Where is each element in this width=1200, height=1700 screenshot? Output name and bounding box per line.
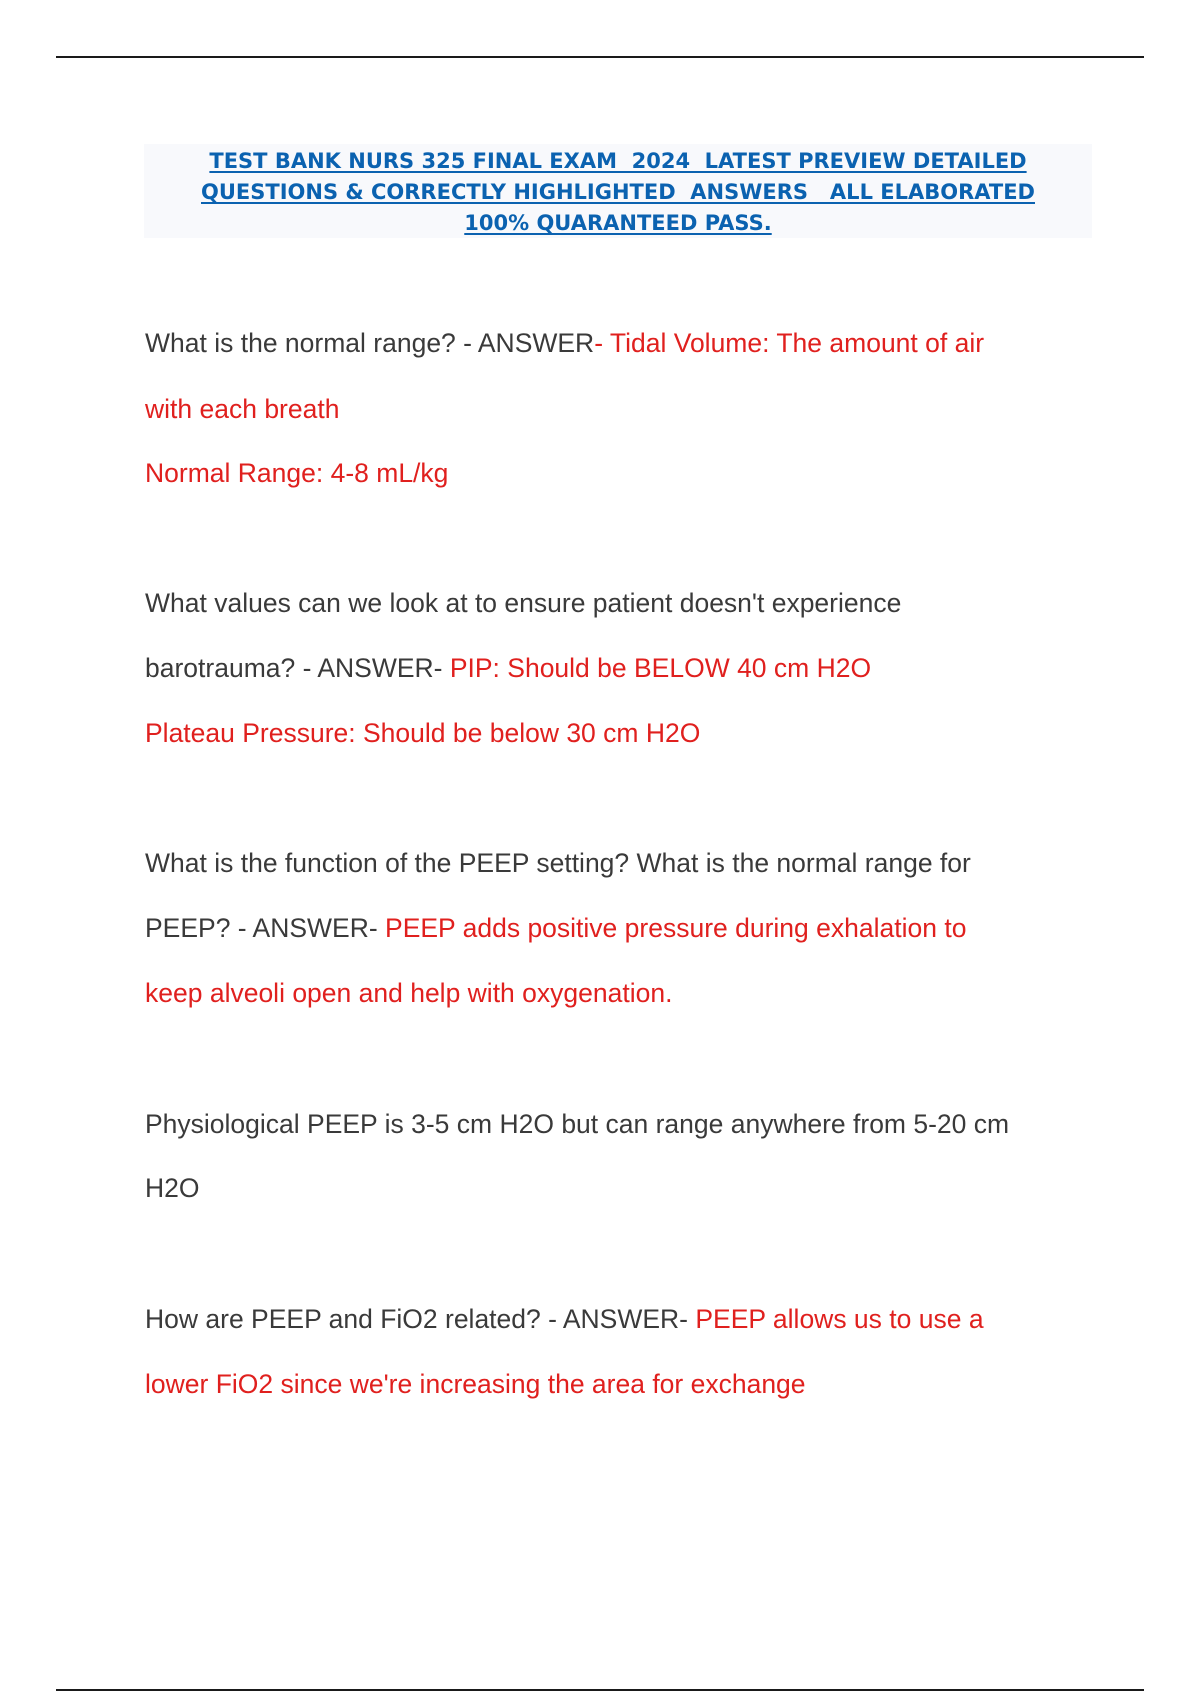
title-line-3: 100% QUARANTEED PASS. bbox=[464, 211, 772, 235]
text-line-3: Normal Range: 4-8 mL/kg bbox=[145, 458, 449, 488]
title-line-1: TEST BANK NURS 325 FINAL EXAM 2024 LATEST PREVIEW DETAILED bbox=[209, 149, 1027, 173]
bottom-rule bbox=[56, 1689, 1144, 1691]
text-line-7: What is the function of the PEEP setting? What is the normal range for bbox=[145, 848, 971, 878]
text-line-6: Plateau Pressure: Should be below 30 cm H2O bbox=[145, 718, 701, 748]
text-line-13: lower FiO2 since we're increasing the area for exchange bbox=[145, 1369, 806, 1399]
text-line-5: barotrauma? - ANSWER- PIP: Should be BELOW 40 cm H2O bbox=[145, 653, 872, 683]
document-title bbox=[144, 144, 1092, 238]
text-line-11: H2O bbox=[145, 1173, 200, 1203]
text-line-4: What values can we look at to ensure patient doesn't experience bbox=[145, 588, 902, 618]
text-line-2: with each breath bbox=[145, 394, 340, 424]
top-rule bbox=[56, 56, 1144, 58]
text-line-10: Physiological PEEP is 3-5 cm H2O but can range anywhere from 5-20 cm bbox=[145, 1109, 1010, 1139]
title-line-2: QUESTIONS & CORRECTLY HIGHLIGHTED ANSWERS ALL ELABORATED bbox=[201, 180, 1035, 204]
text-line-12: How are PEEP and FiO2 related? - ANSWER- PEEP allows us to use a bbox=[145, 1304, 984, 1334]
text-line-8: PEEP? - ANSWER- PEEP adds positive pressure during exhalation to bbox=[145, 913, 967, 943]
text-line-9: keep alveoli open and help with oxygenation. bbox=[145, 978, 673, 1008]
text-line-1: What is the normal range? - ANSWER- Tidal Volume: The amount of air bbox=[145, 328, 985, 358]
